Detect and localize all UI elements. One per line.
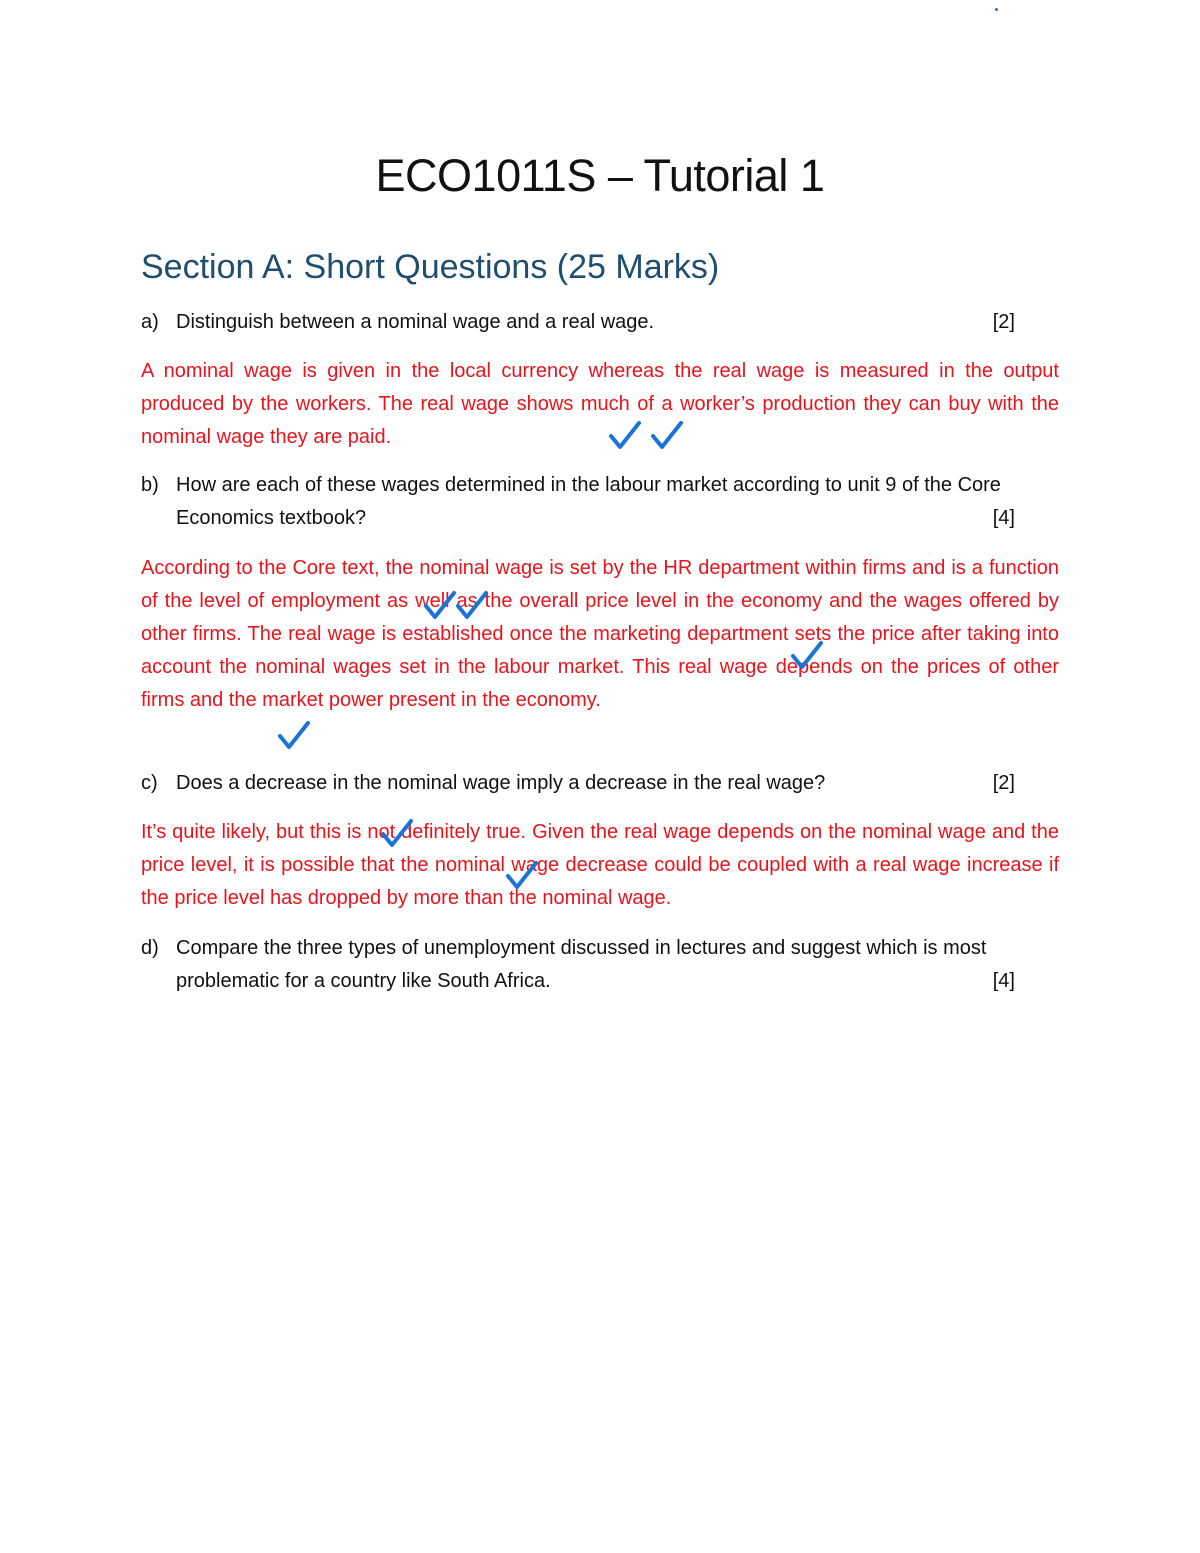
checkmark-icon xyxy=(650,420,684,454)
question-b xyxy=(141,469,1059,535)
question-c xyxy=(141,767,1059,800)
checkmark-icon xyxy=(608,420,642,454)
answer-b: According to the Core text, the nominal wage is set by the HR department within firms and is a function of the level of employment as well as the overall price level in the economy and the wages offered by other firms. The real wage is established once the marketing department sets the price after taking into account the nominal wages set in the labour market. This real wage depends on the prices of other firms and the market power present in the economy. xyxy=(141,557,1059,711)
checkmark-icon xyxy=(380,818,414,852)
section-heading: Section A: Short Questions (25 Marks) xyxy=(141,248,720,286)
question-marks: [4] xyxy=(992,970,1015,992)
question-text: Compare the three types of unemployment discussed in lectures and suggest which is most problematic for a country like South Africa. xyxy=(176,937,987,992)
question-marks: [4] xyxy=(992,507,1015,529)
checkmark-icon xyxy=(277,720,311,754)
question-a xyxy=(141,306,1059,339)
answer-a: A nominal wage is given in the local currency whereas the real wage is measured in the output produced by the workers. The real wage shows much of a worker’s production they can buy with the nominal wage they are paid. xyxy=(141,360,1059,448)
checkmark-icon xyxy=(455,590,489,624)
checkmark-icon xyxy=(505,860,539,894)
question-label: b) xyxy=(141,474,159,496)
question-label: a) xyxy=(141,311,159,333)
question-marks: [2] xyxy=(992,311,1015,333)
question-label: c) xyxy=(141,772,158,794)
question-text: How are each of these wages determined in the labour market according to unit 9 of the Core Economics textbook? xyxy=(176,474,1001,529)
question-marks: [2] xyxy=(992,772,1015,794)
page-title: ECO1011S – Tutorial 1 xyxy=(375,150,825,201)
checkmark-icon xyxy=(423,590,457,624)
question-label: d) xyxy=(141,937,159,959)
answer-c: It’s quite likely, but this is not definitely true. Given the real wage depends on the nominal wage and the price level, it is possible that the nominal wage decrease could be coupled with a real wage increase if the price level has dropped by more than the nominal wage. xyxy=(141,821,1059,909)
checkmark-icon xyxy=(790,640,824,674)
stray-dot-mark xyxy=(995,8,998,11)
question-d xyxy=(141,932,1059,998)
question-text: Distinguish between a nominal wage and a real wage. xyxy=(176,311,655,333)
question-text: Does a decrease in the nominal wage imply a decrease in the real wage? xyxy=(176,772,826,794)
